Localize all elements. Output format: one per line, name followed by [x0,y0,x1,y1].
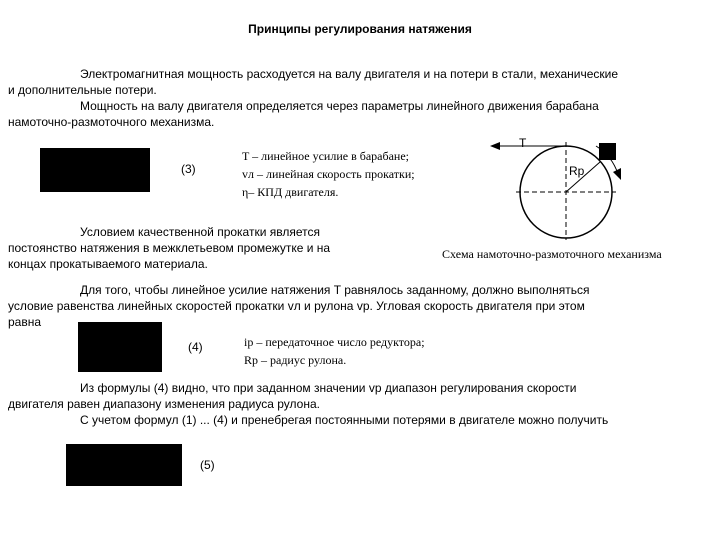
formula-3-image [40,148,150,192]
diagram-radius-label: Rр [569,164,585,178]
p1-line3: Мощность на валу двигателя определяется через параметры линейного движения барабана [80,99,599,113]
eq3-def3: η– КПД двигателя. [242,185,339,199]
eq3-def2: vл – линейная скорость прокатки; [242,167,415,181]
formula-4-image [78,322,162,372]
eq5-label: (5) [200,458,215,472]
eq4-def2: Rр – радиус рулона. [244,353,347,367]
p1-line1: Электромагнитная мощность расходуется на валу двигателя и на потери в стали, механические [80,67,619,81]
motor-block [599,143,616,160]
p3-line2: условие равенства линейных скоростей прокатки vл и рулона vр. Угловая скорость двигателя при этом [8,299,585,313]
diagram-force-label: T [519,136,527,150]
rotation-arrow-icon [613,168,621,180]
p3-line1: Для того, чтобы линейное усилие натяжения T равнялось заданному, должно выполняться [80,283,590,297]
diagram-caption: Схема намоточно-размоточного механизма [442,247,662,261]
p4-line2: двигателя равен диапазону изменения радиуса рулона. [8,397,320,411]
p2-line2: постоянство натяжения в межклетьевом промежутке и на [8,241,331,255]
winding-mechanism-diagram [488,130,648,240]
page-title: Принципы регулирования натяжения [248,22,472,36]
p3-line3: равна [8,315,42,329]
eq4-def1: iр – передаточное число редуктора; [244,335,425,349]
eq3-def1: T – линейное усилие в барабане; [242,149,410,163]
formula-5-image [66,444,182,486]
p4-line3: С учетом формул (1) ... (4) и пренебрегая постоянными потерями в двигателе можно получить [80,413,609,427]
p4-line1: Из формулы (4) видно, что при заданном значении vр диапазон регулирования скорости [80,381,577,395]
p2-line1: Условием качественной прокатки является [80,225,320,239]
p1-line4: намоточно-размоточного механизма. [8,115,215,129]
tension-arrow-icon [490,142,500,150]
eq4-label: (4) [188,340,203,354]
eq3-label: (3) [181,162,196,176]
p2-line3: концах прокатываемого материала. [8,257,208,271]
p1-line2: и дополнительные потери. [8,83,157,97]
